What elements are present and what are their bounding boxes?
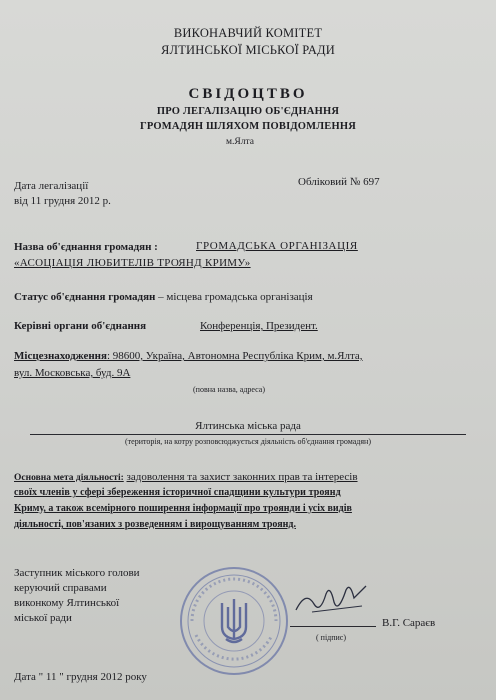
signatory-position-line2: керуючий справами bbox=[14, 582, 107, 594]
territory-underline bbox=[30, 434, 466, 435]
record-number-value: 697 bbox=[363, 176, 380, 188]
location-caption: (повна назва, адреса) bbox=[193, 385, 266, 394]
signature-date: Дата " 11 " грудня 2012 року bbox=[14, 671, 147, 683]
purpose-line4: діяльності, пов'язаних з розведенням і вирощуванням троянд. bbox=[14, 519, 296, 530]
association-name-line1: ГРОМАДСЬКА ОРГАНІЗАЦІЯ bbox=[196, 240, 358, 252]
document-subtitle-line2: ГРОМАДЯН ШЛЯХОМ ПОВІДОМЛЕННЯ bbox=[139, 121, 357, 132]
purpose-label: Основна мета діяльності: bbox=[14, 473, 124, 483]
location-label: Місцезнаходження bbox=[14, 350, 107, 362]
legalization-date-label: Дата легалізації bbox=[14, 180, 89, 192]
document-subtitle-line1: ПРО ЛЕГАЛІЗАЦІЮ ОБ'ЄДНАННЯ bbox=[156, 106, 340, 117]
signatory-position-line3: виконкому Ялтинської bbox=[14, 597, 120, 609]
location-line1: : 98600, Україна, Автономна Республіка Крим, м.Ялта, bbox=[106, 350, 363, 362]
purpose-line3: Криму, а також всемірного поширення інформації про троянди і усіх видів bbox=[14, 503, 352, 514]
status-row bbox=[14, 291, 313, 303]
signatory-position-line4: міської ради bbox=[14, 612, 72, 624]
territory-value: Ялтинська міська рада bbox=[195, 420, 301, 432]
status-label: Статус об'єднання громадян bbox=[14, 291, 156, 303]
purpose-line2: своїх членів у сфері збереження історичної спадщини культури троянд bbox=[14, 487, 341, 498]
governing-bodies-value: Конференція, Президент. bbox=[200, 320, 318, 332]
purpose-row1 bbox=[14, 471, 358, 483]
association-name-line2: «АСОЦІАЦІЯ ЛЮБИТЕЛІВ ТРОЯНД КРИМУ» bbox=[14, 257, 251, 269]
location-row bbox=[14, 350, 363, 362]
record-number-label: Обліковий № bbox=[298, 176, 361, 188]
purpose-line1: задоволення та захист законних прав та інтересів bbox=[126, 471, 358, 483]
signature-line bbox=[290, 626, 376, 627]
location-line2: вул. Московська, буд. 9А bbox=[14, 367, 131, 379]
official-seal-icon bbox=[178, 565, 290, 677]
record-number bbox=[298, 176, 380, 188]
status-value: – місцева громадська організація bbox=[158, 291, 313, 303]
territory-caption: (територія, на котру розповсюджується діяльність об'єднання громадян) bbox=[125, 437, 371, 446]
legalization-date-value: від 11 грудня 2012 р. bbox=[14, 195, 111, 207]
signatory-position-line1: Заступник міського голови bbox=[14, 567, 140, 579]
document-title: СВІДОЦТВО bbox=[188, 86, 308, 102]
signature-caption: ( підпис) bbox=[316, 633, 347, 642]
association-name-label: Назва об'єднання громадян : bbox=[14, 241, 158, 253]
handwritten-signature-icon bbox=[292, 580, 372, 618]
issuer-line1: ВИКОНАВЧИЙ КОМІТЕТ bbox=[173, 26, 323, 40]
issue-city: м.Ялта bbox=[226, 137, 254, 147]
issuer-line2: ЯЛТИНСЬКОЇ МІСЬКОЇ РАДИ bbox=[160, 43, 336, 57]
signatory-name: В.Г. Сараєв bbox=[382, 617, 436, 629]
governing-bodies-label: Керівні органи об'єднання bbox=[14, 320, 147, 332]
